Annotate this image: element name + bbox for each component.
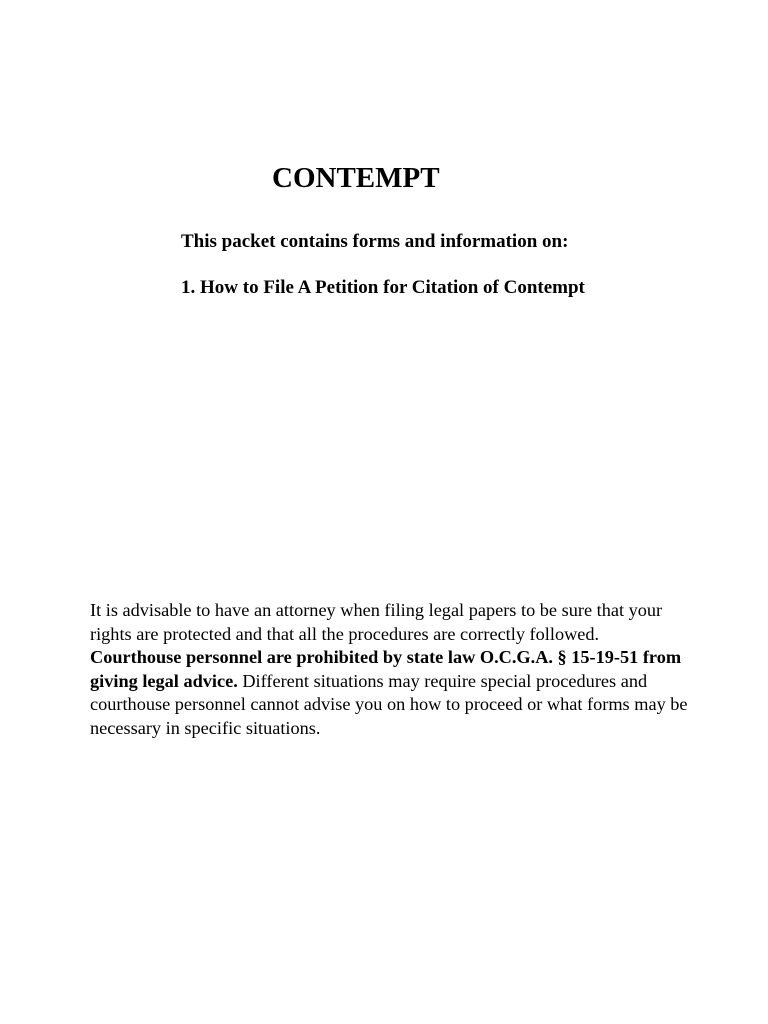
disclaimer-text-end: Different situations may require special procedures and courthouse personnel cannot advise you on how to proceed or what forms may be necessary in specific situations. bbox=[90, 670, 688, 738]
document-title: CONTEMPT bbox=[272, 162, 440, 194]
legal-disclaimer bbox=[90, 599, 690, 740]
packet-intro: This packet contains forms and information on: bbox=[181, 231, 569, 252]
disclaimer-text-start: It is advisable to have an attorney when filing legal papers to be sure that your rights are protected and that all the procedures are correctly followed. bbox=[90, 600, 663, 644]
disclaimer-bold-warning: Courthouse personnel are prohibited by state law O.C.G.A. § 15-19-51 from giving legal advice. bbox=[90, 647, 682, 691]
contents-item-petition: 1. How to File A Petition for Citation of Contempt bbox=[181, 277, 585, 298]
